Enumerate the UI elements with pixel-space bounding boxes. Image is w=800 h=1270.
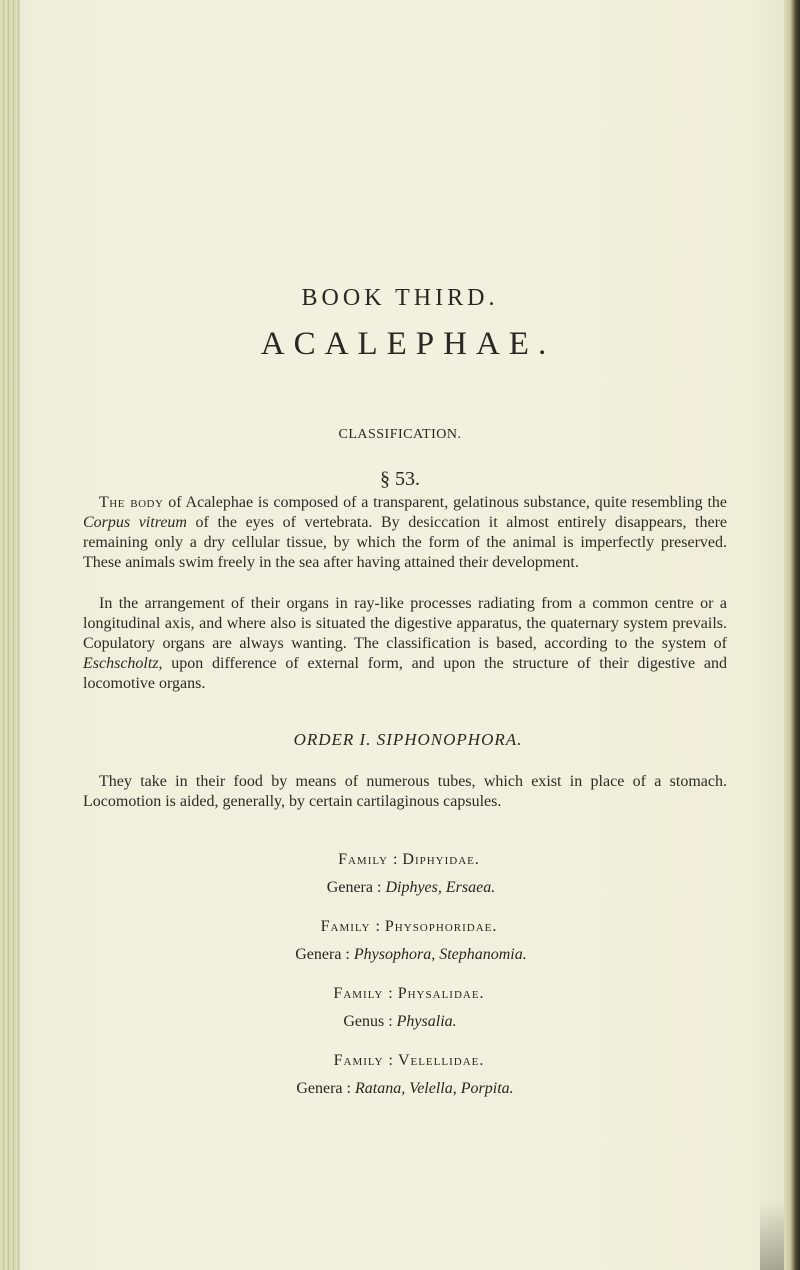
genera-label: Genera : bbox=[296, 1080, 351, 1097]
family-label: Family : bbox=[333, 985, 394, 1002]
paragraph-arrangement bbox=[83, 594, 727, 694]
family-label: Family : bbox=[320, 918, 381, 935]
genera-label: Genera : bbox=[295, 946, 350, 963]
paragraph-text: In the arrangement of their organs in ray-like processes radiating from a common centre or a longitudinal axis, and where also is situated the digestive apparatus, the quaternary system prevails. Copulatory organs are always wanting. The classification is based, according to the system of bbox=[83, 595, 727, 652]
family-line bbox=[0, 1052, 800, 1070]
family-entry bbox=[0, 918, 800, 964]
classification-heading: CLASSIFICATION. bbox=[338, 427, 462, 442]
family-entry bbox=[0, 1052, 800, 1098]
genera-names: Physophora, Stephanomia. bbox=[353, 946, 527, 963]
family-entry bbox=[0, 985, 800, 1031]
paragraph-lead-words: The body bbox=[99, 494, 164, 511]
italic-term: Eschscholtz bbox=[83, 655, 159, 672]
genera-line bbox=[0, 946, 800, 964]
genera-line bbox=[0, 1080, 800, 1098]
family-line bbox=[0, 851, 800, 869]
paragraph-text: , upon difference of external form, and upon the structure of their digestive and locomotive organs. bbox=[83, 655, 727, 692]
paragraph-siphonophora: They take in their food by means of numerous tubes, which exist in place of a stomach. Locomotion is aided, generally, by certain cartilaginous capsules. bbox=[83, 773, 727, 810]
paragraph-text: of the eyes of vertebrata. By desiccation it almost entirely disappears, there remaining only a dry cellular tissue, by which the form of the animal is imperfectly preserved. These animals swim freely in the sea after having attained their development. bbox=[83, 514, 728, 571]
genera-label: Genus : bbox=[343, 1013, 393, 1030]
family-entry bbox=[0, 851, 800, 897]
genera-names: Ratana, Velella, Porpita. bbox=[354, 1080, 514, 1097]
paragraph-body-composition bbox=[83, 493, 727, 573]
main-title: ACALEPHAE. bbox=[260, 326, 556, 362]
italic-term: Corpus vitreum bbox=[83, 514, 187, 531]
section-number: § 53. bbox=[380, 468, 420, 490]
family-name: Physalidae. bbox=[397, 985, 485, 1002]
family-line bbox=[0, 918, 800, 936]
family-label: Family : bbox=[338, 851, 399, 868]
genera-line bbox=[0, 1013, 800, 1031]
family-name: Diphyidae. bbox=[402, 851, 480, 868]
genera-names: Physalia. bbox=[396, 1013, 457, 1030]
paragraph-text: of Acalephae is composed of a transparent, gelatinous substance, quite resembling the bbox=[163, 494, 727, 511]
genera-names: Diphyes, Ersaea. bbox=[385, 879, 496, 896]
family-name: Velellidae. bbox=[397, 1052, 485, 1069]
family-name: Physophoridae. bbox=[384, 918, 498, 935]
family-line bbox=[0, 985, 800, 1003]
genera-label: Genera : bbox=[326, 879, 382, 896]
family-label: Family : bbox=[333, 1052, 394, 1069]
order-heading: ORDER I. SIPHONOPHORA. bbox=[293, 730, 523, 749]
genera-line bbox=[0, 879, 800, 897]
page-corner-shadow bbox=[760, 1200, 784, 1270]
book-heading: BOOK THIRD. bbox=[301, 285, 499, 311]
